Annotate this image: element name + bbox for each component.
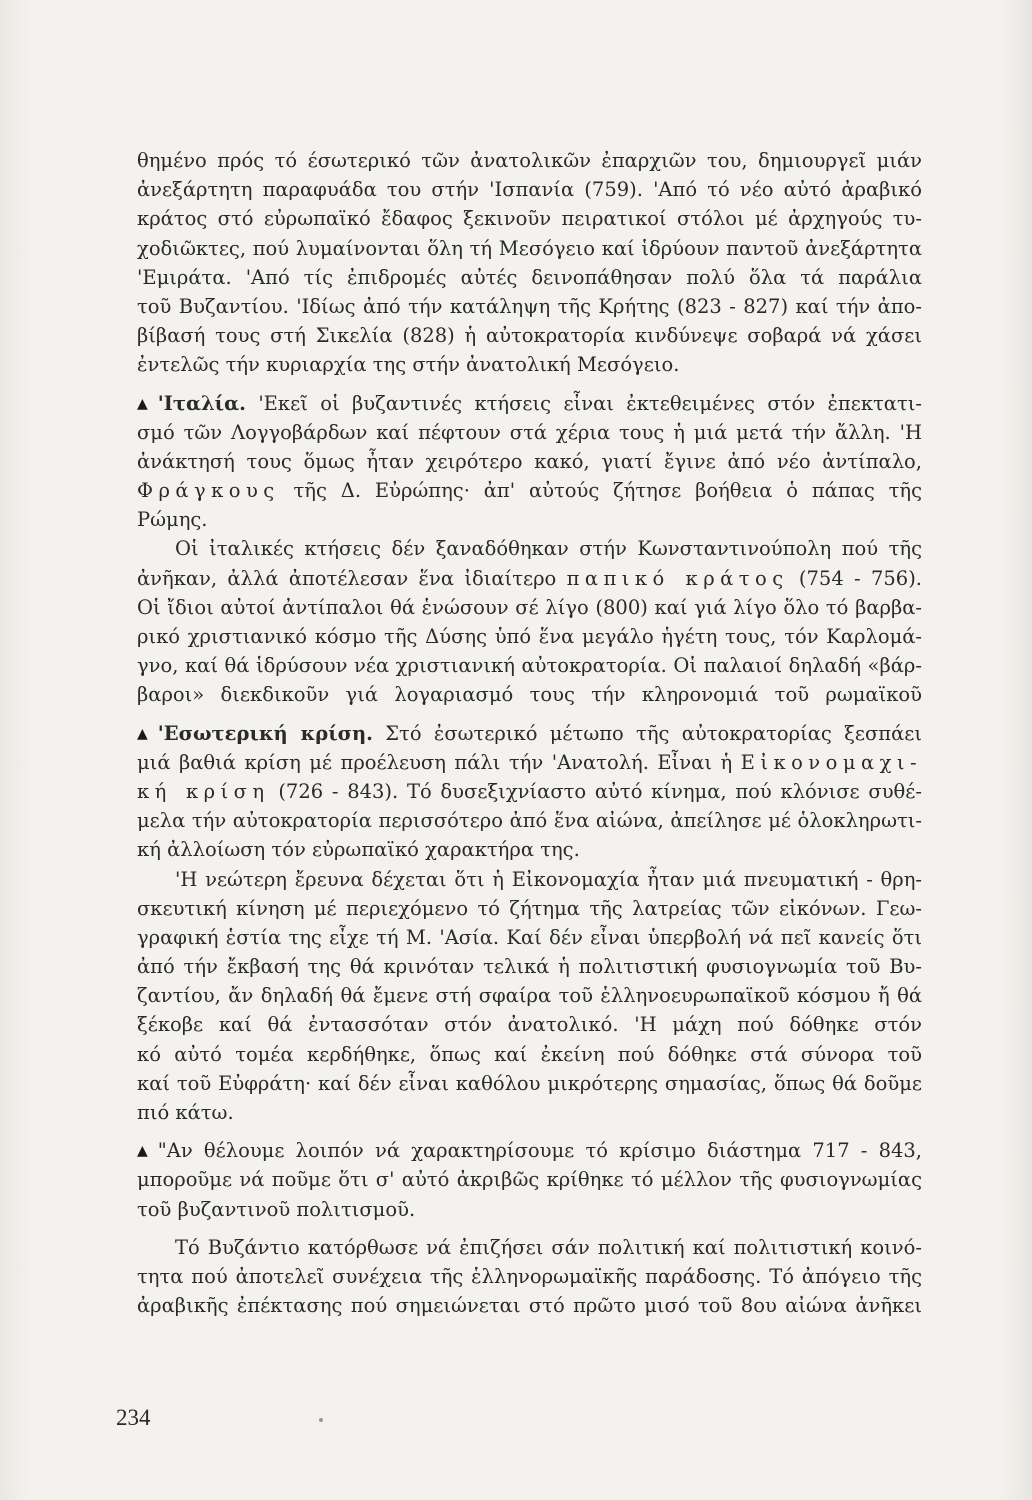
text-line: γνο, καί θά ἱδρύσουν νέα χριστιανική αὐτοκρατορία. Οἱ παλαιοί δηλαδή «βάρ- [137,654,922,678]
text-span: (754 - 756). [798,566,922,590]
text-span: Στό ἐσωτερικό μέτωπο τῆς αὐτοκρατορίας ξεσπάει [385,721,922,745]
text-line [137,476,922,505]
text-line: Οἱ ἰταλικές κτήσεις δέν ξαναδόθηκαν στήν Κωνσταντινούπολη πού τῆς [175,537,922,561]
paragraph-arab-expansion [137,146,922,380]
text-line: μελα τήν αὐτοκρατορία περισσότερο ἀπό ἕνα αἰώνα, ἀπείλησε μέ ὁλοκληρωτι- [137,809,922,833]
spaced-emphasis: Φράγκους [137,479,280,503]
text-line: καί τοῦ Εὐφράτη· καί δέν εἶναι καθόλου μικρότερης σημασίας, ὅπως θά δοῦμε [137,1071,922,1095]
text-span: ἀνάκτησή τους ὅμως ἦταν χειρότερο κακό, γιατί ἔγινε ἀπό νέο ἀντίπαλο, [137,449,922,473]
text-line [137,389,922,418]
text-line: ξέκοβε καί θά ἐντασσόταν στόν ἀνατολικό. 'Η μάχη πού δόθηκε στόν [137,1013,922,1037]
paragraph-papal-state [137,534,922,709]
spaced-emphasis: παπικό κράτος [566,566,789,590]
text-line: τοῦ βυζαντινοῦ πολιτισμοῦ. [137,1197,416,1221]
text-span: 'Εκεῖ οἱ βυζαντινές κτήσεις εἶναι ἐκτεθειμένες στόν ἐπεκτατι- [258,391,922,415]
text-line: κράτος στό εὐρωπαϊκό ἔδαφος ξεκινοῦν πειρατικοί στόλοι μέ ἀρχηγούς τυ- [137,207,922,231]
text-line: ἐντελῶς τήν κυριαρχία της στήν ἀνατολική Μεσόγειο. [137,353,680,377]
text-line: ρικό χριστιανικό κόσμο τῆς Δύσης ὑπό ἕνα μεγάλο ἡγέτη τους, τόν Καρλομά- [137,625,922,649]
text-line: χοδιῶκτες, πού λυμαίνονται ὅλη τή Μεσόγειο καί ἱδρύουν παντοῦ ἀνεξάρτητα [137,236,922,260]
text-line: κή ἀλλοίωση τόν εὐρωπαϊκό χαρακτήρα της. [137,838,580,862]
section-internal-crisis [137,719,922,865]
section-heading-italy: 'Ιταλία. [157,391,246,415]
text-line: θημένο πρός τό έσωτερικό τῶν ἀνατολικῶν ἐπαρχιῶν του, δημιουργεῖ μιάν [137,149,922,172]
text-line: τοῦ Βυζαντίου. 'Ιδίως ἀπό τήν κατάληψη τῆς Κρήτης (823 - 827) καί τήν ἀπο- [137,294,922,318]
text-line: σμό τῶν Λογγοβάρδων καί πέφτουν στά χέρια τους ἡ μιά μετά τήν ἄλλη. 'Η [137,420,922,444]
text-line: ζαντίου, ἄν δηλαδή θά ἔμενε στή σφαίρα τοῦ ἑλληνοευρωπαϊκοῦ κόσμου ἤ θά [137,984,922,1008]
text-line: ἀπό τήν ἔκβασή της θά κρινόταν τελικά ἡ πολιτιστική φυσιογνωμία τοῦ Βυ- [137,955,922,979]
triangle-bullet-icon: ▲ [137,725,148,742]
text-span: μιά βαθιά κρίση μέ προέλευση πάλι τήν 'Ανατολή. Εἶναι ἡ [137,750,733,774]
text-line [137,777,922,806]
page-number: 234 [116,1405,151,1430]
triangle-bullet-icon: ▲ [137,1143,148,1160]
text-line [137,1136,922,1165]
text-line [137,719,922,748]
section-italy [137,389,922,535]
text-line: γραφική ἑστία της εἶχε τή Μ. 'Ασία. Καί δέν εἶναι ὑπερβολή νά πεῖ κανείς ὅτι [137,925,922,949]
text-line: μποροῦμε νά ποῦμε ὅτι σ' αὐτό ἀκριβῶς κρίθηκε τό μέλλον τῆς φυσιογνωμίας [137,1168,922,1192]
text-line: Τό Βυζάντιο κατόρθωσε νά ἐπιζήσει σάν πολιτική καί πολιτιστική κοινό- [175,1235,922,1259]
text-span: τῆς Δ. Εὐρώπης· ἀπ' αὐτούς ζήτησε βοήθεια ὁ πάπας τῆς [293,479,922,503]
text-line: βαροι» διεκδικοῦν γιά λογαριασμό τους τήν κληρονομιά τοῦ ρωμαϊκοῦ [137,683,922,707]
text-span: (726 - 843). Τό δυσεξιχνίαστο αὐτό κίνημα, πού κλόνισε συθέ- [278,779,922,803]
text-line: ἀραβικῆς ἐπέκτασης πού σημειώνεται στό πρῶτο μισό τοῦ 8ου αἰώνα ἀνῆκει [137,1294,922,1318]
text-line: Ρώμης. [137,508,208,532]
text-line: βίβασή τους στή Σικελία (828) ἡ αὐτοκρατορία κινδύνεψε σοβαρά νά χάσει [137,324,922,348]
text-line: 'Η νεώτερη ἔρευνα δέχεται ὅτι ἡ Εἰκονομαχία ἦταν μιά πνευματική - θρη- [175,867,922,891]
text-line: σκευτική κίνηση μέ περιεχόμενο τό ζήτημα τῆς λατρείας τῶν εἰκόνων. Γεω- [137,896,922,920]
text-line: 'Εμιράτα. 'Από τίς ἐπιδρομές αὐτές δεινοπάθησαν πολύ ὅλα τά παράλια [137,265,922,289]
text-line: ἀνεξάρτητη παραφυάδα του στήν 'Ισπανία (759). 'Από τό νέο αὐτό ἀραβικό [137,178,922,202]
section-heading-internal-crisis: 'Εσωτερική κρίση. [157,721,373,745]
text-line: τητα πού ἀποτελεῖ συνέχεια τῆς ἑλληνορωμαϊκῆς παράδοσης. Τό ἀπόγειο τῆς [137,1265,922,1289]
triangle-bullet-icon: ▲ [137,395,148,412]
page-body-text [137,146,922,1320]
text-line: κό αὐτό τομέα κερδήθηκε, ὅπως καί ἐκείνη πού δόθηκε στά σύνορα τοῦ [137,1042,922,1066]
text-line: Οἱ ἴδιοι αὐτοί ἀντίπαλοι θά ἑνώσουν σέ λίγο (800) καί γιά λίγο ὅλο τό βαρβα- [137,595,922,619]
text-span: ἀνῆκαν, ἀλλά ἀποτέλεσαν ἕνα ἰδιαίτερο [137,566,557,590]
spaced-emphasis: Εἰκονομαχι- [740,750,922,774]
section-conclusion [137,1136,922,1224]
text-line [137,748,922,777]
text-span: "Αν θέλουμε λοιπόν νά χαρακτηρίσουμε τό κρίσιμο διάστημα 717 - 843, [157,1139,922,1163]
paragraph-survival [137,1233,922,1321]
text-line [137,447,922,476]
text-line: πιό κάτω. [137,1101,234,1125]
paragraph-iconoclasm [137,865,922,1128]
scan-speck [319,1418,323,1422]
text-line [137,564,922,593]
spaced-emphasis: κή κρίση [137,779,270,803]
